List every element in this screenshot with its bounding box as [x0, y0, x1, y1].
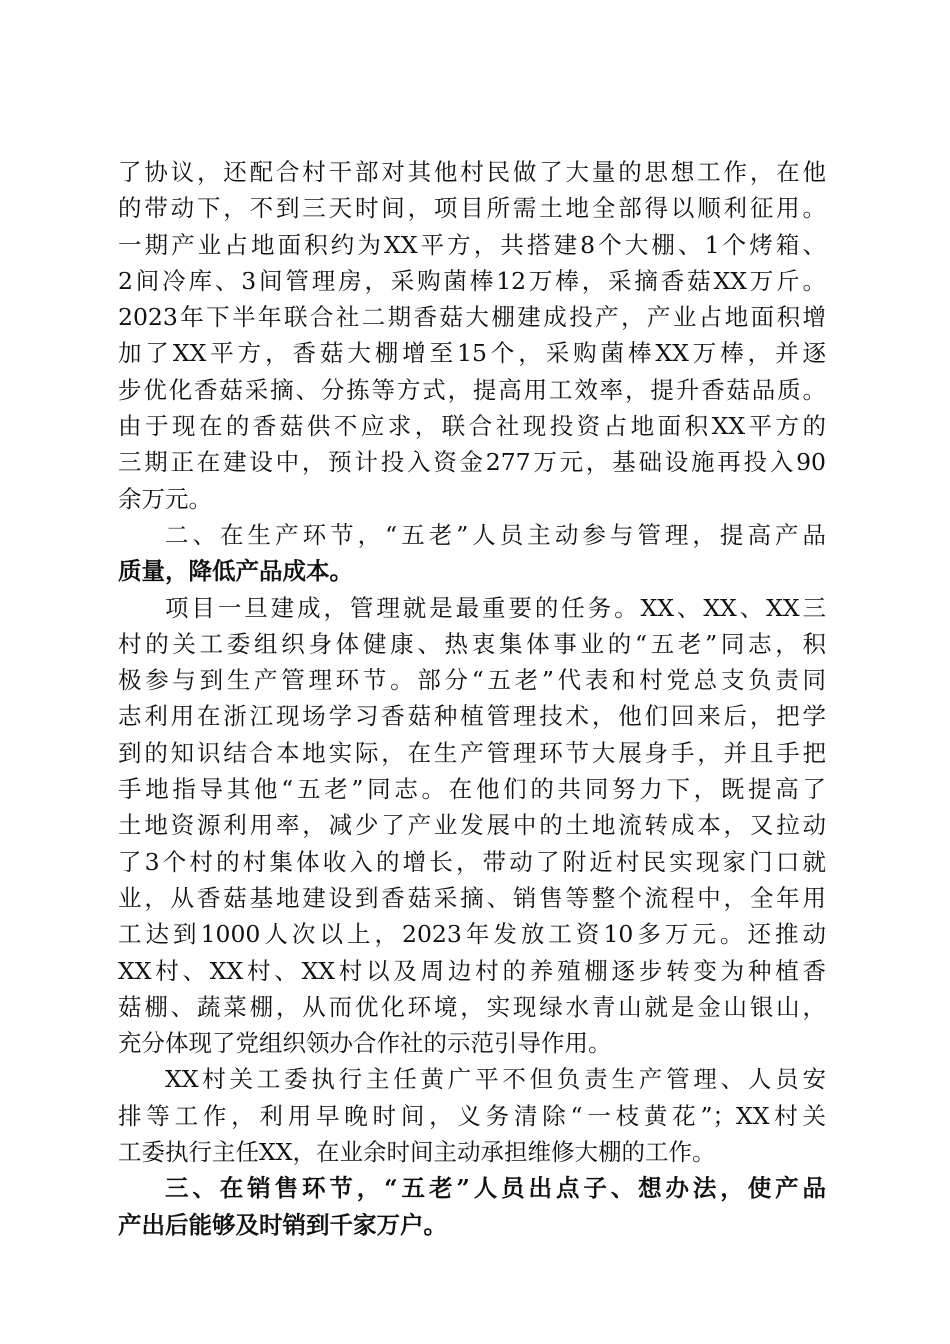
text-line: 排等工作，利用早晚时间，义务清除“一枝黄花”；XX村关 [118, 1101, 826, 1130]
text-line: 由于现在的香菇供不应求，联合社现投资占地面积XX平方的 [118, 412, 826, 441]
text-line: 步优化香菇采摘、分拣等方式，提高用工效率，提升香菇品质。 [118, 375, 826, 404]
text-line: 加了XX平方，香菇大棚增至15个，采购菌棒XX万棒，并逐 [118, 339, 826, 368]
text-line: 项目一旦建成，管理就是最重要的任务。XX、XX、XX三 [165, 593, 826, 622]
text-line: 菇棚、蔬菜棚，从而优化环境，实现绿水青山就是金山银山， [118, 992, 826, 1021]
heading-line: 质量，降低产品成本。 [118, 557, 353, 586]
text-line: 三期正在建设中，预计投入资金277万元，基础设施再投入90 [118, 448, 826, 477]
text-line: 村的关工委组织身体健康、热衷集体事业的“五老”同志，积 [118, 629, 826, 658]
heading-line: 三、在销售环节，“五老”人员出点子、想办法，使产品 [165, 1174, 826, 1203]
text-line: 2023年下半年联合社二期香菇大棚建成投产，产业占地面积增 [118, 303, 826, 332]
text-line: 业，从香菇基地建设到香菇采摘、销售等整个流程中，全年用 [118, 883, 826, 912]
paragraph-p2 [118, 590, 826, 1062]
text-line: 了协议，还配合村干部对其他村民做了大量的思想工作，在他 [118, 158, 826, 186]
text-line: 极参与到生产管理环节。部分“五老”代表和村党总支负责同 [118, 666, 826, 695]
heading-line: 产出后能够及时销到千家万户。 [118, 1210, 447, 1239]
paragraph-p3 [118, 1061, 826, 1170]
text-line: XX村关工委执行主任黄广平不但负责生产管理、人员安 [165, 1065, 826, 1094]
document-body [118, 154, 826, 1243]
text-line: 工委执行主任XX，在业余时间主动承担维修大棚的工作。 [118, 1138, 716, 1167]
text-line: 工达到1000人次以上，2023年发放工资10多万元。还推动 [118, 920, 826, 949]
text-line: 余万元。 [118, 484, 212, 513]
text-line: 的带动下，不到三天时间，项目所需土地全部得以顺利征用。 [118, 194, 826, 223]
text-line: 志利用在浙江现场学习香菇种植管理技术，他们回来后，把学 [118, 702, 826, 731]
text-line: 手地指导其他“五老”同志。在他们的共同努力下，既提高了 [118, 775, 826, 804]
text-line: 到的知识结合本地实际，在生产管理环节大展身手，并且手把 [118, 738, 826, 767]
text-line: 了3个村的村集体收入的增长，带动了附近村民实现家门口就 [118, 847, 826, 876]
text-line: 土地资源利用率，减少了产业发展中的土地流转成本，又拉动 [118, 811, 826, 840]
heading-line: 二、在生产环节，“五老”人员主动参与管理，提高产品 [165, 520, 826, 549]
section-heading-3 [118, 1170, 826, 1243]
section-heading-2 [118, 517, 826, 590]
text-line: 一期产业占地面积约为XX平方，共搭建8个大棚、1个烤箱、 [118, 230, 826, 259]
paragraph-p1 [118, 154, 826, 517]
text-line: XX村、XX村、XX村以及周边村的养殖棚逐步转变为种植香 [118, 956, 826, 985]
text-line: 充分体现了党组织领办合作社的示范引导作用。 [118, 1029, 612, 1058]
text-line: 2间冷库、3间管理房，采购菌棒12万棒，采摘香菇XX万斤。 [118, 266, 826, 295]
